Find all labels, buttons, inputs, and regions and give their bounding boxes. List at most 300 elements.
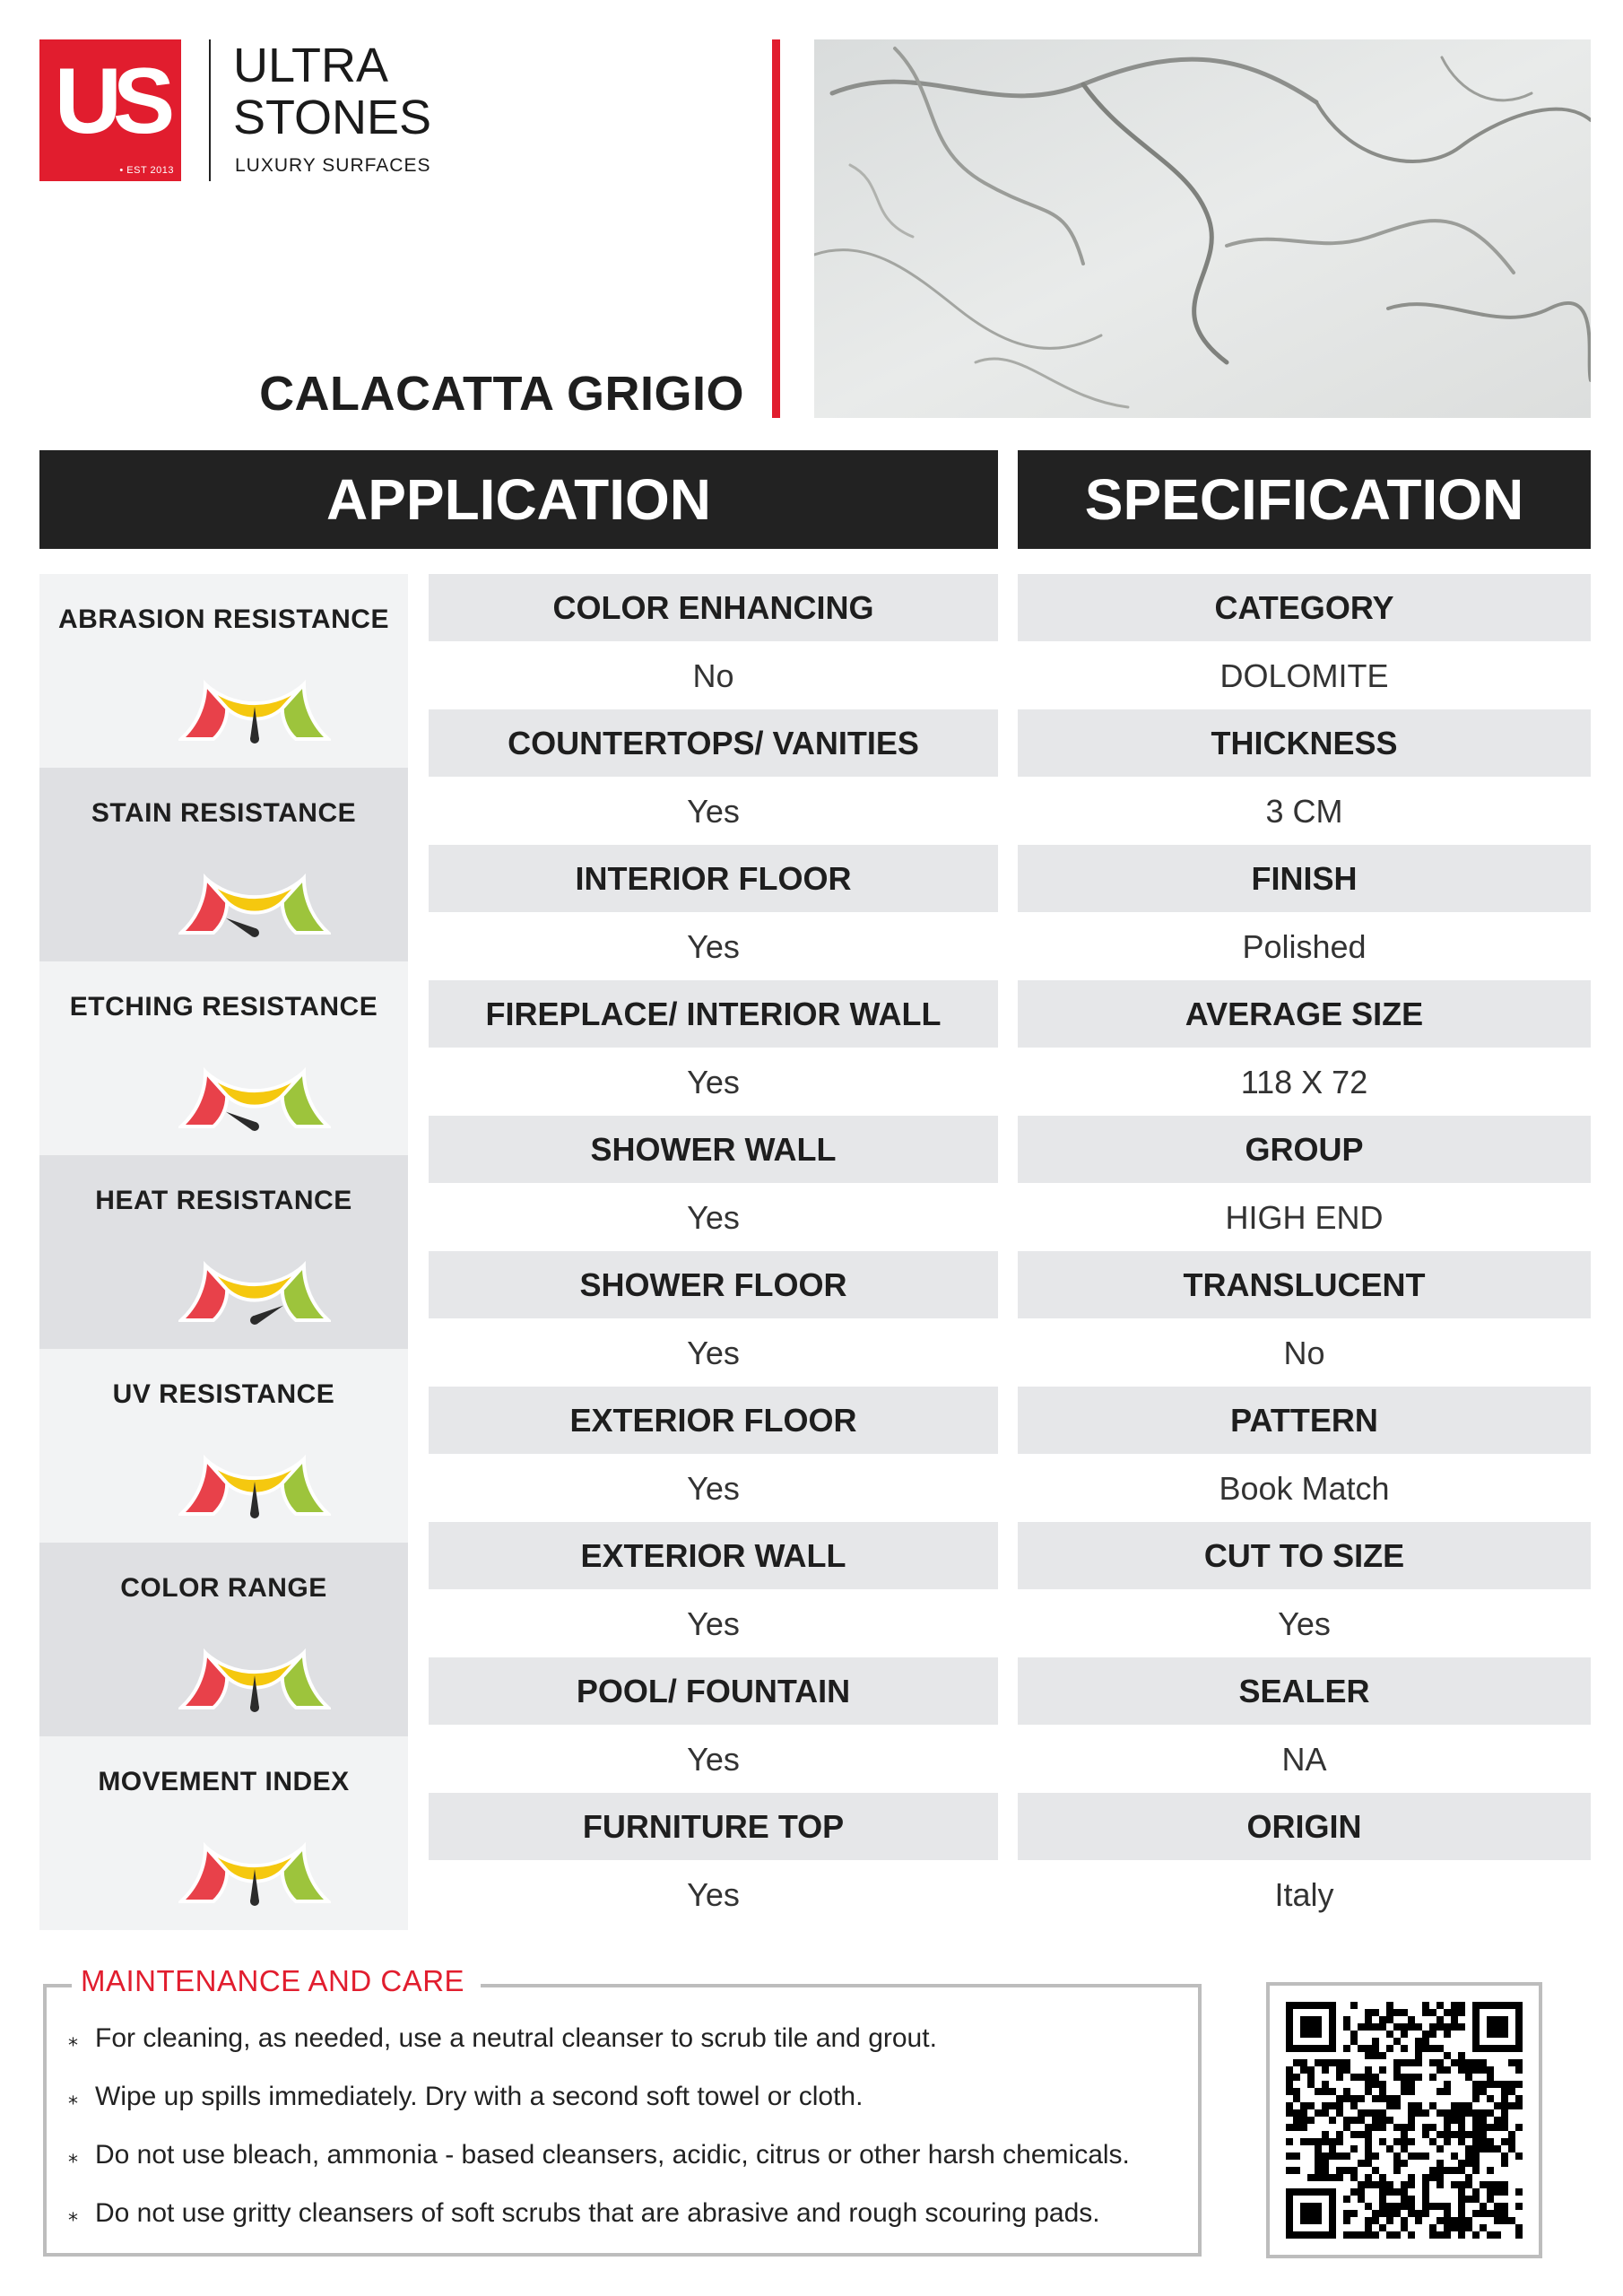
qr-module	[1379, 2203, 1386, 2210]
qr-module	[1401, 2088, 1408, 2095]
gauge-segment-low	[181, 878, 227, 933]
qr-module	[1465, 2074, 1472, 2081]
qr-module	[1472, 2095, 1480, 2102]
maintenance-item	[68, 2023, 937, 2054]
gauge-segment-high	[282, 878, 328, 933]
qr-module	[1315, 2059, 1322, 2066]
qr-module	[1307, 2102, 1315, 2109]
qr-module	[1451, 2224, 1458, 2231]
qr-module	[1451, 2181, 1458, 2188]
qr-module	[1365, 2124, 1372, 2131]
qr-module	[1429, 2031, 1436, 2038]
application-row-label: POOL/ FOUNTAIN	[429, 1657, 998, 1725]
qr-module	[1408, 2174, 1415, 2181]
qr-module	[1322, 2109, 1329, 2117]
gauge-dial-icon	[178, 1631, 331, 1713]
qr-module	[1429, 2124, 1436, 2131]
qr-module	[1315, 2174, 1322, 2181]
qr-module	[1379, 2052, 1386, 2059]
qr-module	[1336, 2074, 1343, 2081]
gauge-label: UV RESISTANCE	[112, 1379, 335, 1409]
qr-module	[1293, 2167, 1300, 2174]
qr-module	[1444, 2231, 1451, 2239]
qr-module	[1472, 2066, 1480, 2074]
qr-module	[1444, 2117, 1451, 2124]
qr-module	[1458, 2066, 1465, 2074]
qr-module	[1386, 2231, 1393, 2239]
gauge-hub	[250, 1703, 259, 1712]
qr-module	[1422, 2181, 1429, 2188]
maintenance-item-text: Do not use gritty cleansers of soft scrubs that are abrasive and rough scouring pads.	[95, 2198, 1100, 2228]
qr-module	[1315, 2138, 1322, 2145]
qr-module	[1515, 2188, 1523, 2196]
qr-module	[1465, 2059, 1472, 2066]
qr-module	[1472, 2210, 1480, 2217]
qr-module	[1501, 2138, 1508, 2145]
qr-module	[1322, 2088, 1329, 2095]
qr-module	[1343, 2231, 1350, 2239]
brand-tagline: LUXURY SURFACES	[235, 155, 431, 176]
qr-module	[1336, 2109, 1343, 2117]
qr-code-image	[1286, 2002, 1523, 2239]
qr-module	[1436, 2059, 1444, 2066]
qr-module	[1386, 2188, 1393, 2196]
qr-module	[1415, 2152, 1422, 2160]
qr-module	[1336, 2152, 1343, 2160]
qr-module	[1315, 2152, 1322, 2160]
qr-module	[1415, 2109, 1422, 2117]
qr-module	[1480, 2088, 1487, 2095]
qr-module	[1408, 2196, 1415, 2203]
qr-module	[1451, 2167, 1458, 2174]
qr-module	[1408, 2074, 1415, 2081]
qr-module	[1379, 2109, 1386, 2117]
gauge-label: COLOR RANGE	[120, 1573, 327, 1603]
qr-module	[1315, 2088, 1322, 2095]
qr-module	[1501, 2217, 1508, 2224]
qr-module	[1508, 2138, 1515, 2145]
qr-module	[1401, 2009, 1408, 2016]
qr-module	[1393, 2160, 1401, 2167]
qr-module	[1379, 2181, 1386, 2188]
gauge-cell	[39, 961, 408, 1155]
qr-module	[1429, 2174, 1436, 2181]
qr-module	[1401, 2023, 1408, 2031]
gauge-segment-high	[282, 1265, 328, 1320]
gauge-segment-low	[181, 1847, 227, 1901]
qr-module	[1458, 2181, 1465, 2188]
qr-module	[1501, 2117, 1508, 2124]
qr-module	[1472, 2124, 1480, 2131]
qr-module	[1458, 2188, 1465, 2196]
qr-module	[1379, 2066, 1386, 2074]
qr-module	[1379, 2188, 1386, 2196]
qr-module	[1307, 2174, 1315, 2181]
gauge-label: ABRASION RESISTANCE	[58, 604, 389, 634]
qr-module	[1487, 2138, 1494, 2145]
qr-module	[1501, 2210, 1508, 2217]
brand-est-text: • EST 2013	[119, 165, 174, 176]
qr-module	[1358, 2181, 1365, 2188]
qr-module	[1307, 2081, 1315, 2088]
qr-module	[1494, 2210, 1501, 2217]
qr-module	[1401, 2138, 1408, 2145]
qr-module	[1379, 2117, 1386, 2124]
gauge-cell	[39, 1349, 408, 1543]
maintenance-item-text: For cleaning, as needed, use a neutral cleanser to scrub tile and grout.	[95, 2023, 937, 2053]
qr-module	[1322, 2160, 1329, 2167]
qr-module	[1444, 2031, 1451, 2038]
qr-module	[1436, 2217, 1444, 2224]
qr-module	[1451, 2117, 1458, 2124]
qr-module	[1322, 2152, 1329, 2160]
qr-module	[1315, 2167, 1322, 2174]
gauge-hub	[250, 1316, 259, 1325]
qr-module	[1365, 2224, 1372, 2231]
qr-module	[1365, 2138, 1372, 2145]
qr-module	[1393, 2210, 1401, 2217]
qr-module	[1451, 2131, 1458, 2138]
qr-module	[1494, 2188, 1501, 2196]
specification-row-value: HIGH END	[1225, 1199, 1384, 1236]
qr-module	[1494, 2181, 1501, 2188]
qr-module	[1458, 2124, 1465, 2131]
qr-module	[1336, 2138, 1343, 2145]
qr-module	[1307, 2066, 1315, 2074]
qr-module	[1350, 2210, 1358, 2217]
qr-module	[1444, 2167, 1451, 2174]
qr-module	[1358, 2023, 1365, 2031]
qr-module	[1487, 2181, 1494, 2188]
qr-module	[1487, 2167, 1494, 2174]
qr-module	[1379, 2210, 1386, 2217]
qr-module	[1408, 2109, 1415, 2117]
qr-module	[1429, 2167, 1436, 2174]
qr-module	[1465, 2224, 1472, 2231]
qr-module	[1465, 2145, 1472, 2152]
qr-module	[1365, 2023, 1372, 2031]
qr-module	[1487, 2196, 1494, 2203]
qr-module	[1393, 2023, 1401, 2031]
qr-module	[1458, 2224, 1465, 2231]
qr-module	[1429, 2102, 1436, 2109]
gauge-segment-low	[181, 1072, 227, 1126]
qr-module	[1386, 2217, 1393, 2224]
qr-module	[1286, 2102, 1293, 2109]
qr-module	[1336, 2102, 1343, 2109]
specification-row-label: AVERAGE SIZE	[1018, 980, 1591, 1048]
qr-module	[1444, 2066, 1451, 2074]
qr-module	[1343, 2045, 1350, 2052]
qr-module	[1472, 2145, 1480, 2152]
qr-module	[1487, 2074, 1494, 2081]
qr-module	[1343, 2152, 1350, 2160]
qr-module	[1515, 2059, 1523, 2066]
qr-module	[1415, 2045, 1422, 2052]
qr-module	[1444, 2210, 1451, 2217]
qr-module	[1515, 2231, 1523, 2239]
qr-module	[1386, 2095, 1393, 2102]
qr-module	[1501, 2124, 1508, 2131]
qr-module	[1336, 2167, 1343, 2174]
qr-finder	[1286, 2045, 1336, 2052]
qr-module	[1408, 2231, 1415, 2239]
gauge-cell	[39, 1543, 408, 1736]
qr-module	[1487, 2231, 1494, 2239]
specification-row-value: No	[1283, 1335, 1325, 1371]
qr-module	[1444, 2088, 1451, 2095]
qr-module	[1300, 2102, 1307, 2109]
maintenance-title: MAINTENANCE AND CARE	[72, 1964, 481, 1998]
qr-module	[1501, 2081, 1508, 2088]
gauge-hub	[250, 1897, 259, 1906]
qr-module	[1372, 2038, 1379, 2045]
qr-module	[1465, 2174, 1472, 2181]
qr-module	[1401, 2124, 1408, 2131]
qr-module	[1358, 2095, 1365, 2102]
qr-module	[1343, 2059, 1350, 2066]
brand-logo	[39, 39, 181, 181]
qr-module	[1350, 2117, 1358, 2124]
qr-module	[1408, 2124, 1415, 2131]
brand-name-line2: STONES	[233, 91, 432, 144]
qr-module	[1393, 2038, 1401, 2045]
maintenance-item-text: Do not use bleach, ammonia - based cleansers, acidic, citrus or other harsh chemicals.	[95, 2140, 1130, 2170]
qr-module	[1343, 2095, 1350, 2102]
qr-module	[1444, 2131, 1451, 2138]
qr-module	[1401, 2031, 1408, 2038]
qr-module	[1408, 2023, 1415, 2031]
specification-row-label: ORIGIN	[1018, 1793, 1591, 1860]
qr-module	[1415, 2052, 1422, 2059]
qr-module	[1350, 2174, 1358, 2181]
application-header: APPLICATION	[39, 450, 998, 549]
qr-module	[1451, 2109, 1458, 2117]
qr-module	[1286, 2109, 1293, 2117]
qr-module	[1429, 2138, 1436, 2145]
gauge-dial-icon	[178, 1243, 331, 1326]
qr-module	[1487, 2145, 1494, 2152]
product-title: CALACATTA GRIGIO	[259, 367, 744, 421]
qr-module	[1465, 2217, 1472, 2224]
qr-module	[1365, 2081, 1372, 2088]
qr-module	[1286, 2066, 1293, 2074]
qr-module	[1358, 2109, 1365, 2117]
qr-module	[1429, 2074, 1436, 2081]
qr-module	[1458, 2009, 1465, 2016]
qr-module	[1365, 2174, 1372, 2181]
application-row-label: INTERIOR FLOOR	[429, 845, 998, 912]
qr-module	[1480, 2138, 1487, 2145]
qr-module	[1501, 2102, 1508, 2109]
qr-module	[1422, 2152, 1429, 2160]
qr-module	[1365, 2160, 1372, 2167]
qr-module	[1436, 2174, 1444, 2181]
qr-module	[1422, 2045, 1429, 2052]
gauge-label: MOVEMENT INDEX	[98, 1767, 350, 1796]
gauge-cell	[39, 1155, 408, 1349]
qr-module	[1401, 2081, 1408, 2088]
qr-module	[1415, 2210, 1422, 2217]
qr-module	[1386, 2002, 1393, 2009]
qr-module	[1451, 2059, 1458, 2066]
qr-module	[1329, 2117, 1336, 2124]
qr-module	[1508, 2088, 1515, 2095]
gauge-hub	[250, 928, 259, 937]
qr-module	[1393, 2231, 1401, 2239]
qr-module	[1451, 2217, 1458, 2224]
qr-module	[1372, 2124, 1379, 2131]
qr-module	[1494, 2203, 1501, 2210]
qr-module	[1494, 2124, 1501, 2131]
qr-module	[1515, 2066, 1523, 2074]
application-row-value: Yes	[687, 1876, 740, 1913]
qr-module	[1465, 2102, 1472, 2109]
qr-module	[1429, 2231, 1436, 2239]
qr-finder	[1487, 2016, 1508, 2038]
gauge-cell	[39, 574, 408, 768]
qr-module	[1458, 2117, 1465, 2124]
qr-module	[1365, 2145, 1372, 2152]
qr-module	[1393, 2138, 1401, 2145]
qr-module	[1386, 2009, 1393, 2016]
application-row-value: Yes	[687, 1470, 740, 1507]
qr-module	[1422, 2131, 1429, 2138]
qr-finder	[1515, 2002, 1523, 2052]
qr-module	[1379, 2088, 1386, 2095]
qr-module	[1451, 2152, 1458, 2160]
qr-module	[1515, 2203, 1523, 2210]
qr-module	[1300, 2066, 1307, 2074]
qr-module	[1458, 2102, 1465, 2109]
application-row-value: Yes	[687, 793, 740, 830]
qr-module	[1408, 2138, 1415, 2145]
qr-module	[1350, 2131, 1358, 2138]
qr-module	[1472, 2117, 1480, 2124]
qr-module	[1458, 2138, 1465, 2145]
qr-module	[1444, 2081, 1451, 2088]
qr-module	[1408, 2181, 1415, 2188]
qr-module	[1480, 2131, 1487, 2138]
qr-module	[1408, 2088, 1415, 2095]
application-row-label: COUNTERTOPS/ VANITIES	[429, 709, 998, 777]
qr-module	[1386, 2045, 1393, 2052]
qr-module	[1386, 2203, 1393, 2210]
qr-module	[1307, 2117, 1315, 2124]
qr-module	[1480, 2109, 1487, 2117]
qr-finder	[1286, 2002, 1293, 2052]
qr-module	[1458, 2231, 1465, 2239]
qr-module	[1379, 2124, 1386, 2131]
qr-module	[1429, 2045, 1436, 2052]
qr-module	[1379, 2023, 1386, 2031]
qr-module	[1480, 2066, 1487, 2074]
qr-module	[1372, 2045, 1379, 2052]
qr-module	[1336, 2095, 1343, 2102]
qr-module	[1358, 2045, 1365, 2052]
gauge-dial-icon	[178, 1049, 331, 1132]
qr-module	[1343, 2124, 1350, 2131]
qr-module	[1322, 2174, 1329, 2181]
qr-module	[1336, 2059, 1343, 2066]
maintenance-item	[68, 2082, 863, 2112]
qr-module	[1365, 2152, 1372, 2160]
brand-name-line1: ULTRA	[233, 39, 389, 92]
qr-module	[1300, 2124, 1307, 2131]
specification-row-label: TRANSLUCENT	[1018, 1251, 1591, 1318]
qr-module	[1293, 2117, 1300, 2124]
qr-module	[1372, 2152, 1379, 2160]
qr-module	[1329, 2102, 1336, 2109]
specification-row-label: PATTERN	[1018, 1387, 1591, 1454]
qr-module	[1480, 2210, 1487, 2217]
qr-module	[1393, 2124, 1401, 2131]
qr-module	[1436, 2167, 1444, 2174]
qr-module	[1393, 2066, 1401, 2074]
qr-module	[1365, 2045, 1372, 2052]
qr-module	[1422, 2031, 1429, 2038]
qr-module	[1444, 2224, 1451, 2231]
qr-module	[1393, 2074, 1401, 2081]
qr-module	[1458, 2203, 1465, 2210]
qr-module	[1322, 2081, 1329, 2088]
gauge-segment-high	[282, 1459, 328, 1514]
qr-module	[1307, 2074, 1315, 2081]
qr-module	[1429, 2059, 1436, 2066]
qr-module	[1508, 2145, 1515, 2152]
gauge-segment-low	[181, 684, 227, 739]
qr-module	[1322, 2138, 1329, 2145]
qr-module	[1436, 2203, 1444, 2210]
qr-module	[1358, 2074, 1365, 2081]
qr-module	[1472, 2231, 1480, 2239]
qr-module	[1508, 2102, 1515, 2109]
maintenance-item-text: Wipe up spills immediately. Dry with a second soft towel or cloth.	[95, 2082, 864, 2111]
gauge-dial-icon	[178, 856, 331, 938]
qr-module	[1401, 2203, 1408, 2210]
qr-module	[1379, 2081, 1386, 2088]
qr-module	[1408, 2102, 1415, 2109]
qr-module	[1350, 2074, 1358, 2081]
qr-module	[1501, 2109, 1508, 2117]
qr-module	[1365, 2088, 1372, 2095]
qr-module	[1372, 2009, 1379, 2016]
qr-module	[1401, 2224, 1408, 2231]
qr-module	[1293, 2059, 1300, 2066]
specification-row-value: Yes	[1278, 1605, 1331, 1642]
qr-module	[1372, 2231, 1379, 2239]
qr-module	[1458, 2052, 1465, 2059]
qr-module	[1436, 2160, 1444, 2167]
qr-module	[1501, 2160, 1508, 2167]
qr-module	[1286, 2167, 1293, 2174]
specification-row-value: Polished	[1242, 928, 1367, 965]
qr-module	[1401, 2131, 1408, 2138]
qr-module	[1365, 2016, 1372, 2023]
qr-module	[1508, 2131, 1515, 2138]
qr-module	[1350, 2167, 1358, 2174]
gauge-dial-icon	[178, 1824, 331, 1907]
qr-module	[1444, 2052, 1451, 2059]
qr-module	[1393, 2102, 1401, 2109]
application-row-label: EXTERIOR FLOOR	[429, 1387, 998, 1454]
qr-module	[1422, 2002, 1429, 2009]
qr-module	[1365, 2203, 1372, 2210]
qr-module	[1300, 2059, 1307, 2066]
application-row-value: Yes	[687, 928, 740, 965]
qr-module	[1515, 2081, 1523, 2088]
qr-module	[1472, 2152, 1480, 2160]
